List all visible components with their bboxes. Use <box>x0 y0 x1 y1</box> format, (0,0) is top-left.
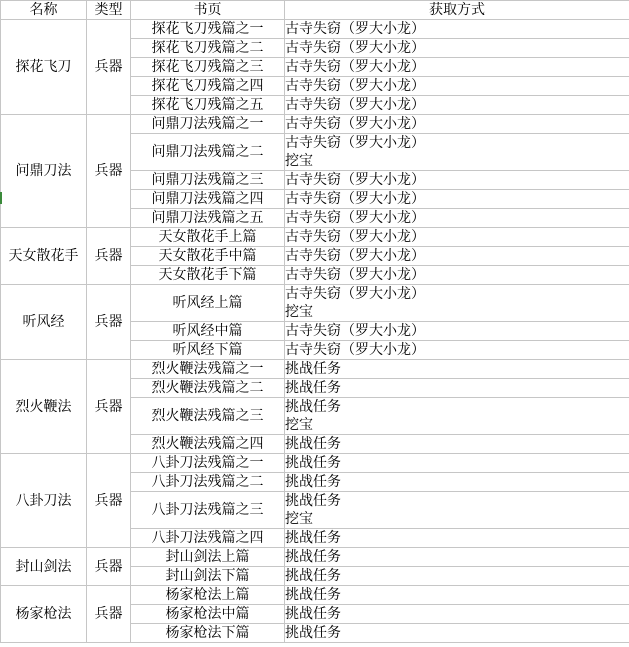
table-row <box>1 285 629 322</box>
cell-acquire-method[interactable] <box>285 77 629 96</box>
cell-skill-name[interactable]: 八卦刀法 <box>1 454 87 548</box>
cell-acquire-method[interactable] <box>285 115 629 134</box>
method-line: 古寺失窃（罗大小龙） <box>285 191 425 207</box>
cell-acquire-method[interactable] <box>285 586 629 605</box>
cell-book-page[interactable]: 烈火鞭法残篇之二 <box>131 379 285 398</box>
cell-book-page[interactable]: 天女散花手中篇 <box>131 247 285 266</box>
cell-acquire-method[interactable] <box>285 322 629 341</box>
cell-skill-type[interactable]: 兵器 <box>87 285 131 360</box>
method-line: 挑战任务 <box>285 380 341 396</box>
cell-book-page[interactable]: 问鼎刀法残篇之二 <box>131 134 285 171</box>
method-line: 挑战任务 <box>285 493 341 509</box>
method-line: 古寺失窃（罗大小龙） <box>285 210 425 226</box>
cell-book-page[interactable]: 杨家枪法上篇 <box>131 586 285 605</box>
method-line: 古寺失窃（罗大小龙） <box>285 172 425 188</box>
cell-acquire-method[interactable] <box>285 360 629 379</box>
cell-acquire-method[interactable] <box>285 454 629 473</box>
cell-acquire-method[interactable] <box>285 473 629 492</box>
cell-book-page[interactable]: 八卦刀法残篇之一 <box>131 454 285 473</box>
cell-book-page[interactable]: 封山剑法上篇 <box>131 548 285 567</box>
cell-acquire-method[interactable] <box>285 39 629 58</box>
cell-skill-type[interactable]: 兵器 <box>87 360 131 454</box>
cell-skill-name[interactable]: 探花飞刀 <box>1 20 87 115</box>
method-line: 古寺失窃（罗大小龙） <box>285 286 425 302</box>
method-line: 挑战任务 <box>285 606 341 622</box>
method-line: 挑战任务 <box>285 568 341 584</box>
cell-book-page[interactable]: 天女散花手上篇 <box>131 228 285 247</box>
method-line: 古寺失窃（罗大小龙） <box>285 267 425 283</box>
table-row <box>1 20 629 39</box>
method-line: 挑战任务 <box>285 474 341 490</box>
cell-book-page[interactable]: 八卦刀法残篇之三 <box>131 492 285 529</box>
method-line: 挖宝 <box>285 417 313 433</box>
method-line: 古寺失窃（罗大小龙） <box>285 97 425 113</box>
cell-book-page[interactable]: 烈火鞭法残篇之四 <box>131 435 285 454</box>
cell-acquire-method[interactable] <box>285 379 629 398</box>
cell-book-page[interactable]: 问鼎刀法残篇之三 <box>131 171 285 190</box>
cell-skill-name[interactable]: 烈火鞭法 <box>1 360 87 454</box>
cell-skill-type[interactable]: 兵器 <box>87 548 131 586</box>
cell-skill-type[interactable]: 兵器 <box>87 586 131 643</box>
cell-acquire-method[interactable] <box>285 58 629 77</box>
cell-book-page[interactable]: 探花飞刀残篇之一 <box>131 20 285 39</box>
method-line: 古寺失窃（罗大小龙） <box>285 21 425 37</box>
cell-acquire-method[interactable] <box>285 548 629 567</box>
table-row <box>1 454 629 473</box>
table-row <box>1 360 629 379</box>
cell-acquire-method[interactable] <box>285 209 629 228</box>
method-line: 挑战任务 <box>285 530 341 546</box>
method-line: 古寺失窃（罗大小龙） <box>285 248 425 264</box>
cell-acquire-method[interactable] <box>285 341 629 360</box>
cell-skill-name[interactable]: 听风经 <box>1 285 87 360</box>
cell-skill-type[interactable]: 兵器 <box>87 115 131 228</box>
table-row <box>1 548 629 567</box>
cell-book-page[interactable]: 听风经中篇 <box>131 322 285 341</box>
cell-acquire-method[interactable] <box>285 567 629 586</box>
cell-book-page[interactable]: 探花飞刀残篇之五 <box>131 96 285 115</box>
cell-acquire-method[interactable] <box>285 435 629 454</box>
cell-skill-name[interactable]: 天女散花手 <box>1 228 87 285</box>
cell-book-page[interactable]: 探花飞刀残篇之二 <box>131 39 285 58</box>
cell-book-page[interactable]: 烈火鞭法残篇之一 <box>131 360 285 379</box>
header-type[interactable]: 类型 <box>87 1 131 20</box>
cell-acquire-method[interactable] <box>285 266 629 285</box>
cell-book-page[interactable]: 问鼎刀法残篇之五 <box>131 209 285 228</box>
method-line: 挑战任务 <box>285 361 341 377</box>
method-line: 古寺失窃（罗大小龙） <box>285 40 425 56</box>
header-name[interactable]: 名称 <box>1 1 87 20</box>
cell-book-page[interactable]: 天女散花手下篇 <box>131 266 285 285</box>
method-line: 挑战任务 <box>285 549 341 565</box>
method-line: 古寺失窃（罗大小龙） <box>285 116 425 132</box>
cell-acquire-method[interactable] <box>285 492 629 529</box>
method-line: 挖宝 <box>285 153 313 169</box>
table-row <box>1 586 629 605</box>
cell-book-page[interactable]: 探花飞刀残篇之四 <box>131 77 285 96</box>
cell-book-page[interactable]: 杨家枪法下篇 <box>131 624 285 643</box>
method-line: 古寺失窃（罗大小龙） <box>285 59 425 75</box>
method-line: 古寺失窃（罗大小龙） <box>285 78 425 94</box>
cell-book-page[interactable]: 八卦刀法残篇之四 <box>131 529 285 548</box>
cell-acquire-method[interactable] <box>285 96 629 115</box>
method-line: 挑战任务 <box>285 455 341 471</box>
cell-skill-type[interactable]: 兵器 <box>87 454 131 548</box>
method-line: 古寺失窃（罗大小龙） <box>285 323 425 339</box>
header-method[interactable]: 获取方式 <box>285 1 629 20</box>
method-line: 挖宝 <box>285 304 313 320</box>
cell-acquire-method[interactable] <box>285 285 629 322</box>
method-line: 挑战任务 <box>285 436 341 452</box>
cell-acquire-method[interactable] <box>285 624 629 643</box>
cell-acquire-method[interactable] <box>285 134 629 171</box>
cell-book-page[interactable]: 八卦刀法残篇之二 <box>131 473 285 492</box>
table-body <box>1 20 629 643</box>
header-page[interactable]: 书页 <box>131 1 285 20</box>
cell-book-page[interactable]: 烈火鞭法残篇之三 <box>131 398 285 435</box>
cell-skill-type[interactable]: 兵器 <box>87 228 131 285</box>
method-line: 挑战任务 <box>285 587 341 603</box>
cell-acquire-method[interactable] <box>285 228 629 247</box>
cell-book-page[interactable]: 问鼎刀法残篇之四 <box>131 190 285 209</box>
method-line: 古寺失窃（罗大小龙） <box>285 229 425 245</box>
cell-book-page[interactable]: 听风经下篇 <box>131 341 285 360</box>
cell-book-page[interactable]: 探花飞刀残篇之三 <box>131 58 285 77</box>
cell-acquire-method[interactable] <box>285 529 629 548</box>
cell-skill-name[interactable]: 杨家枪法 <box>1 586 87 643</box>
cell-book-page[interactable]: 杨家枪法中篇 <box>131 605 285 624</box>
cell-acquire-method[interactable] <box>285 20 629 39</box>
cell-skill-type[interactable]: 兵器 <box>87 20 131 115</box>
cell-acquire-method[interactable] <box>285 605 629 624</box>
table-row <box>1 228 629 247</box>
cell-acquire-method[interactable] <box>285 171 629 190</box>
header-row <box>1 1 629 20</box>
cell-skill-name[interactable]: 封山剑法 <box>1 548 87 586</box>
cell-book-page[interactable]: 封山剑法下篇 <box>131 567 285 586</box>
method-line: 古寺失窃（罗大小龙） <box>285 342 425 358</box>
cell-book-page[interactable]: 问鼎刀法残篇之一 <box>131 115 285 134</box>
row-selection-marker <box>0 192 2 204</box>
cell-book-page[interactable]: 听风经上篇 <box>131 285 285 322</box>
method-line: 挑战任务 <box>285 399 341 415</box>
method-line: 挑战任务 <box>285 625 341 641</box>
cell-acquire-method[interactable] <box>285 190 629 209</box>
cell-acquire-method[interactable] <box>285 398 629 435</box>
method-line: 挖宝 <box>285 511 313 527</box>
method-line: 古寺失窃（罗大小龙） <box>285 135 425 151</box>
cell-skill-name[interactable]: 问鼎刀法 <box>1 115 87 228</box>
cell-acquire-method[interactable] <box>285 247 629 266</box>
table-row <box>1 115 629 134</box>
